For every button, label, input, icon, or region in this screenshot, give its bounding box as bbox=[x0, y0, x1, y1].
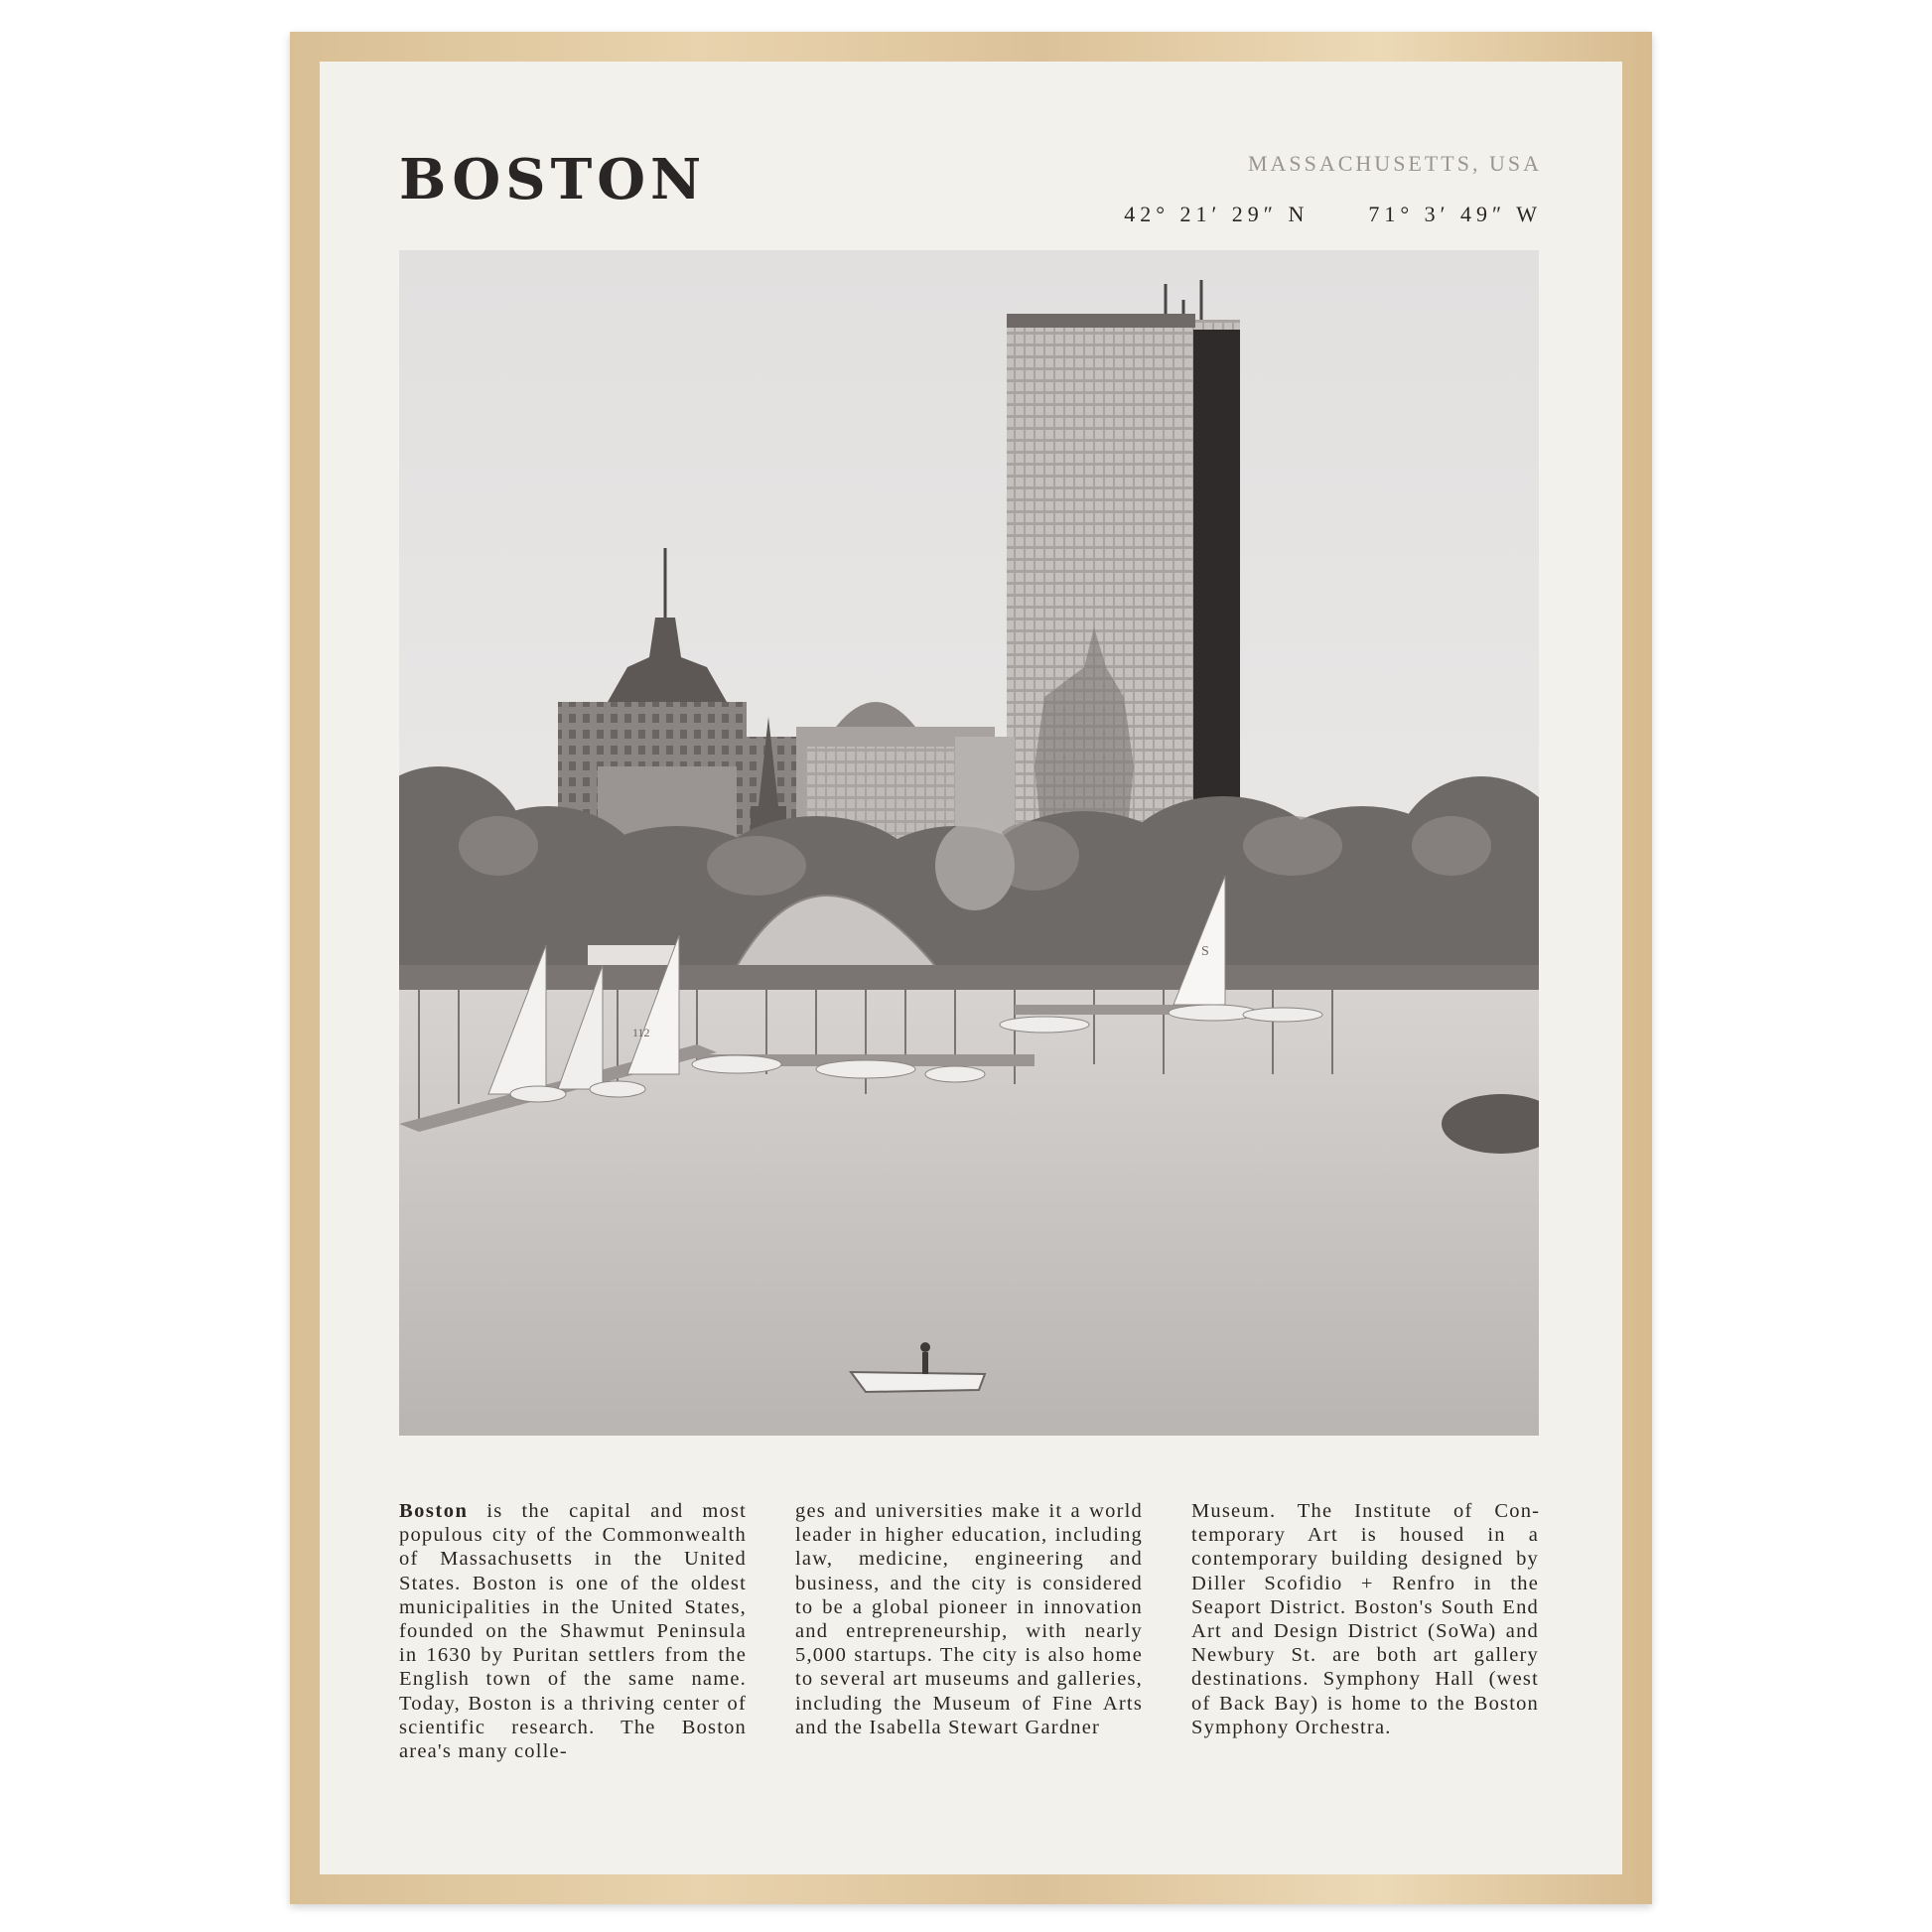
description-column-1 bbox=[399, 1499, 747, 1797]
photo-illustration bbox=[399, 250, 1539, 1436]
description-column-3: Museum. The Institute of Contemporary Art is housed in a contemporary building designed by Diller Scofidio + Renfro in the Seaport District. Boston's South End Art and Design District (SoWa) and Newbury St. are both art gallery destinations. Symphony Hall (west of Back Bay) is home to the Boston Symphony Orchestra. bbox=[1191, 1500, 1539, 1738]
skyline-photo bbox=[399, 250, 1539, 1436]
description-column-2: ges and universities make it a world leader in higher education, including law, medicine, engineering and business, and the city is considered to be a global pioneer in innovation and entrepreneurship, with nearly 5,000 startups. The city is also home to several art museums and galleries, including the Museum of Fine Arts and the Isabella Stewart Gardner bbox=[795, 1500, 1143, 1738]
description bbox=[399, 1499, 1539, 1797]
lead-word: Boston bbox=[399, 1500, 469, 1522]
coordinates bbox=[1124, 202, 1542, 227]
column-1-text: is the capital and most populous city of the Commonwealth of Massachusetts in the United States. Boston is one of the oldest municipalities in the United States, founded on the Shawmut Peninsula in 1630 by Puritan settlers from the English town of the same name. Today, Boston is a thriving center of scientific research. The Boston area's many colle- bbox=[399, 1500, 747, 1763]
poster-title: BOSTON bbox=[399, 147, 707, 212]
region-label: MASSACHUSETTS, USA bbox=[1247, 151, 1542, 176]
latitude: 42° 21′ 29″ N bbox=[1124, 202, 1310, 226]
sail-number: 112 bbox=[632, 1026, 650, 1039]
longitude: 71° 3′ 49″ W bbox=[1368, 202, 1542, 226]
sail-letter: S bbox=[1201, 944, 1209, 959]
